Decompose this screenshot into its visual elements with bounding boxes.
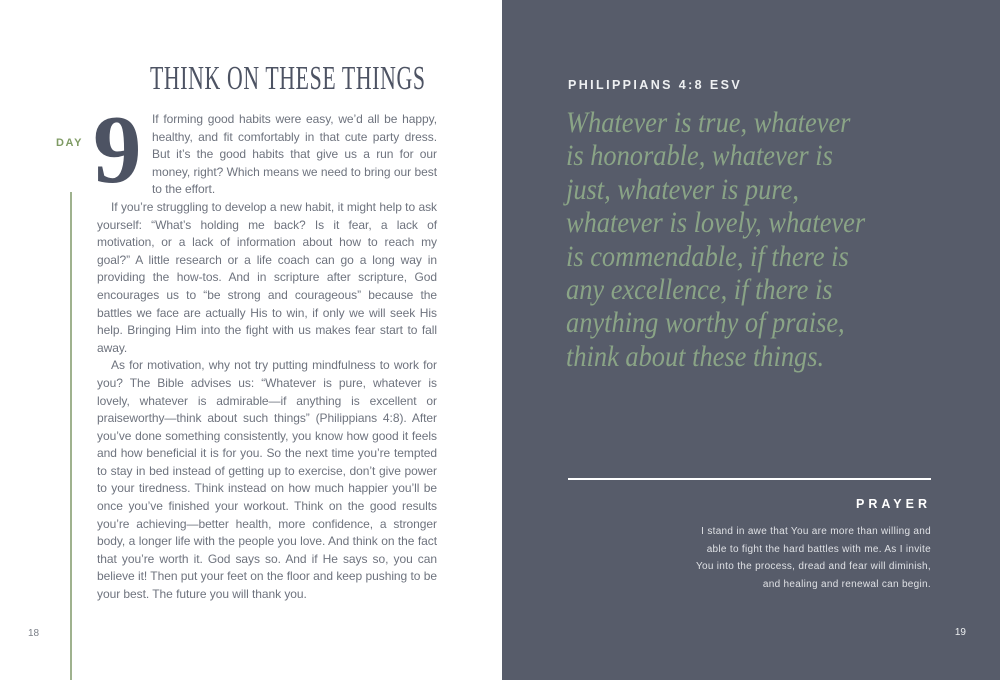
prayer-line: able to fight the hard battles with me. As I invite — [706, 543, 931, 555]
body-paragraph: As for motivation, why not try putting mindfulness to work for you? The Bible advises us: “Whatever is pure, whatever is lovely, whatever is admirable—if anything is excellent or praiseworthy—think about such things” (Philippians 4:8). After you’ve done something consistently, you know how good it feels and how beneficial it is for you. So the next time you’re tempted to stay in bed instead of getting up to exercise, don’t give power to your tiredness. Think instead on how much happier you’ll be once you’ve finished your workout. Think on the good results you’re achieving—better health, more confidence, a stronger body, a longer life with the people you love. And think on the fact that you’re worth it. God says so. And if He says so, you can believe it! Then put your feet on the floor and keep pushing to be your best. The future you will thank you. — [97, 358, 437, 602]
divider-rule — [568, 478, 931, 480]
verse-line: anything worthy of praise, — [566, 306, 845, 340]
chapter-title: THINK ON THESE THINGS — [150, 60, 426, 97]
right-page — [502, 0, 1000, 680]
body-paragraph: If you’re struggling to develop a new habit, it might help to ask yourself: “What’s holding me back? Is it fear, a lack of motivation, or a lack of information about how to reach my goal?” A little research or a life coach can go a long way in providing the how-tos. And in scripture after scripture, God encourages us to “be strong and courageous” because the battles we face are actually His to win, if only we will seek His help. Bringing Him into the fight with us makes fear start to fall away. — [97, 199, 437, 355]
verse-line: think about these things. — [566, 339, 825, 373]
verse-line: any excellence, if there is — [566, 273, 833, 307]
page-number-left: 18 — [28, 628, 40, 639]
accent-vertical-rule — [70, 192, 72, 680]
prayer-line: and healing and renewal can begin. — [762, 578, 931, 590]
verse-quote — [566, 106, 865, 373]
page-number-right: 19 — [954, 627, 966, 638]
day-number: 9 — [93, 96, 142, 203]
prayer-text — [696, 523, 931, 593]
prayer-line: You into the process, dread and fear will diminish, — [695, 561, 931, 573]
verse-line: Whatever is true, whatever — [566, 106, 851, 139]
verse-line: is honorable, whatever is — [566, 139, 833, 173]
prayer-heading: PRAYER — [856, 497, 931, 511]
verse-line: whatever is lovely, whatever — [566, 206, 866, 240]
verse-reference: PHILIPPIANS 4:8 ESV — [568, 78, 743, 92]
day-number-box — [93, 96, 152, 203]
verse-line: just, whatever is pure, — [566, 172, 799, 206]
day-label: DAY — [56, 137, 84, 149]
prayer-line: I stand in awe that You are more than willing and — [701, 526, 931, 537]
body-column — [93, 96, 437, 604]
verse-line: is commendable, if there is — [566, 239, 849, 273]
body-paragraph: If forming good habits were easy, we’d all be happy, healthy, and fit comfortably in that cute party dress. But it’s the good habits that give us a run for our money, right? Which means we need to bring our best to the effort. — [152, 112, 437, 197]
